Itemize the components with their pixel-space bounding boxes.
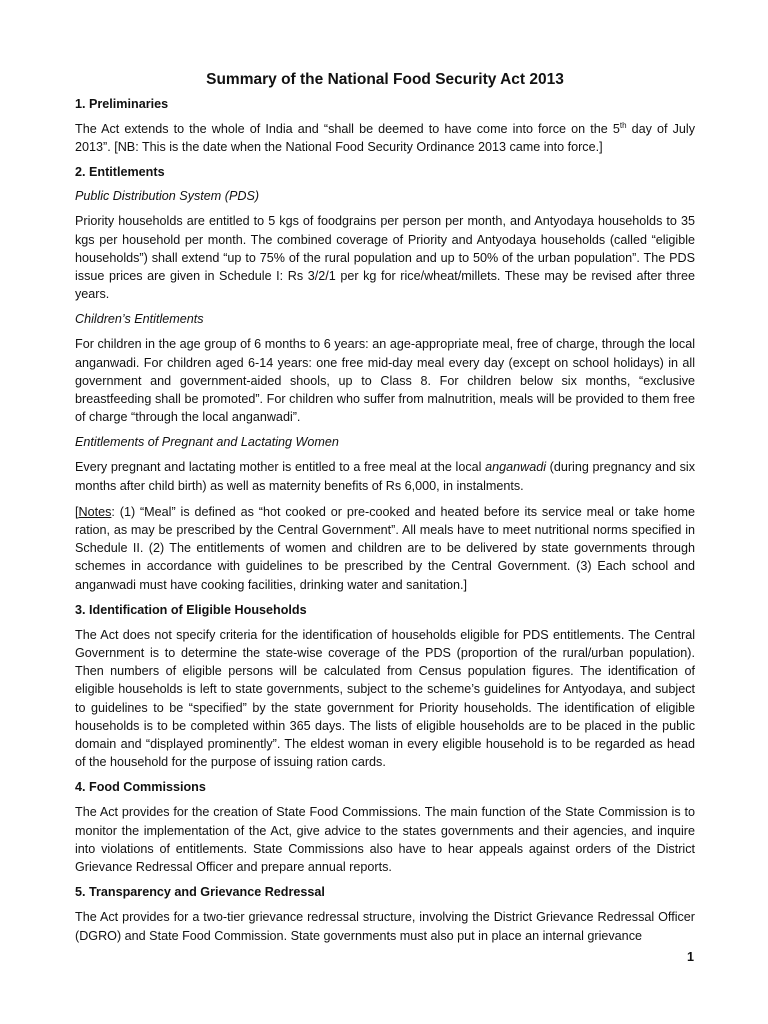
food-commissions-paragraph: The Act provides for the creation of State Food Commissions. The main function of the State Commission is to monitor the implementation of the Act, give advice to the states governments and their agencies, and inquire into violations of entitlements. State Commissions also have to hear appeals against orders of the District Grievance Redressal Officer and prepare annual reports. — [75, 805, 695, 875]
subheading-pds: Public Distribution System (PDS) — [75, 189, 260, 204]
subheading-children: Children’s Entitlements — [75, 312, 204, 327]
women-text-b: (during pregnancy and six months after child birth) as well as maternity benefits of Rs 6,000, in instalments. — [75, 460, 695, 493]
ordinal-superscript: th — [619, 120, 627, 130]
section-heading-preliminaries: 1. Preliminaries — [75, 97, 169, 111]
notes-label: Notes — [78, 504, 112, 519]
women-paragraph — [75, 458, 695, 494]
preliminaries-text-b: day of July 2013”. [NB: This is the date when the National Food Security Ordinance 2013 came into force.] — [75, 122, 695, 155]
subheading-women: Entitlements of Pregnant and Lactating Women — [75, 435, 339, 450]
children-paragraph: For children in the age group of 6 months to 6 years: an age-appropriate meal, free of charge, through the local anganwadi. For children aged 6-14 years: one free mid-day meal every day (except on school holidays) in all government and government-aided shools, up to Class 8. For children below six months, “exclusive breastfeeding shall be promoted”. For children who suffer from malnutrition, meals will be provided to them free of charge “through the local anganwadi”. — [75, 337, 695, 425]
document-title: Summary of the National Food Security Act 2013 — [206, 71, 564, 88]
grievance-paragraph: The Act provides for a two-tier grievance redressal structure, involving the District Grievance Redressal Officer (DGRO) and State Food Commission. State governments must also put in place an internal grievance — [75, 910, 695, 943]
notes-bracket: [ — [75, 504, 79, 519]
pds-paragraph: Priority households are entitled to 5 kgs of foodgrains per person per month, and Antyodaya households to 35 kgs per household per month. The combined coverage of Priority and Antyodaya households (called “eligible households”) shall extend “up to 75% of the rural population and up to 50% of the urban population”. The PDS issue prices are given in Schedule I: Rs 3/2/1 per kg for rice/wheat/millets. These may be revised after three years. — [75, 214, 695, 302]
section-heading-grievance: 5. Transparency and Grievance Redressal — [75, 885, 325, 900]
preliminaries-text-a: The Act extends to the whole of India and “shall be deemed to have come into force on the 5 — [75, 122, 620, 136]
page-number: 1 — [686, 950, 694, 964]
identification-paragraph: The Act does not specify criteria for the identification of households eligible for PDS entitlements. The Central Government is to determine the state-wise coverage of the PDS (proportion of the rural/urban population). Then numbers of eligible persons will be calculated from Census population figures. The identification of eligible households is left to state governments, subject to the scheme’s guidelines for Antyodaya, and subject to guidelines to be “specified” by the state government for Priority households. The identification of eligible households is to be completed within 365 days. The lists of eligible households are to be placed in the public domain and “displayed prominently”. The eldest woman in every eligible household is to be regarded as head of the household for the purpose of issuing ration cards. — [75, 627, 695, 770]
section-heading-entitlements: 2. Entitlements — [75, 165, 165, 180]
section-heading-identification: 3. Identification of Eligible Households — [75, 602, 307, 617]
notes-text: : (1) “Meal” is defined as “hot cooked or pre-cooked and heated before its service meal or take home ration, as may be prescribed by the Central Government”. All meals have to meet nutritional norms specified in Schedule II. (2) The entitlements of women and children are to be delivered by state governments through schemes in accordance with guidelines to be prescribed by the Central Government. (3) Each school and anganwadi must have cooking facilities, drinking water and sanitation.] — [75, 504, 695, 592]
notes-paragraph — [75, 503, 695, 594]
section-heading-food-commissions: 4. Food Commissions — [75, 780, 206, 795]
preliminaries-paragraph — [75, 120, 695, 156]
women-text-emphasis: anganwadi — [485, 460, 547, 475]
women-text-a: Every pregnant and lactating mother is entitled to a free meal at the local — [75, 460, 486, 475]
